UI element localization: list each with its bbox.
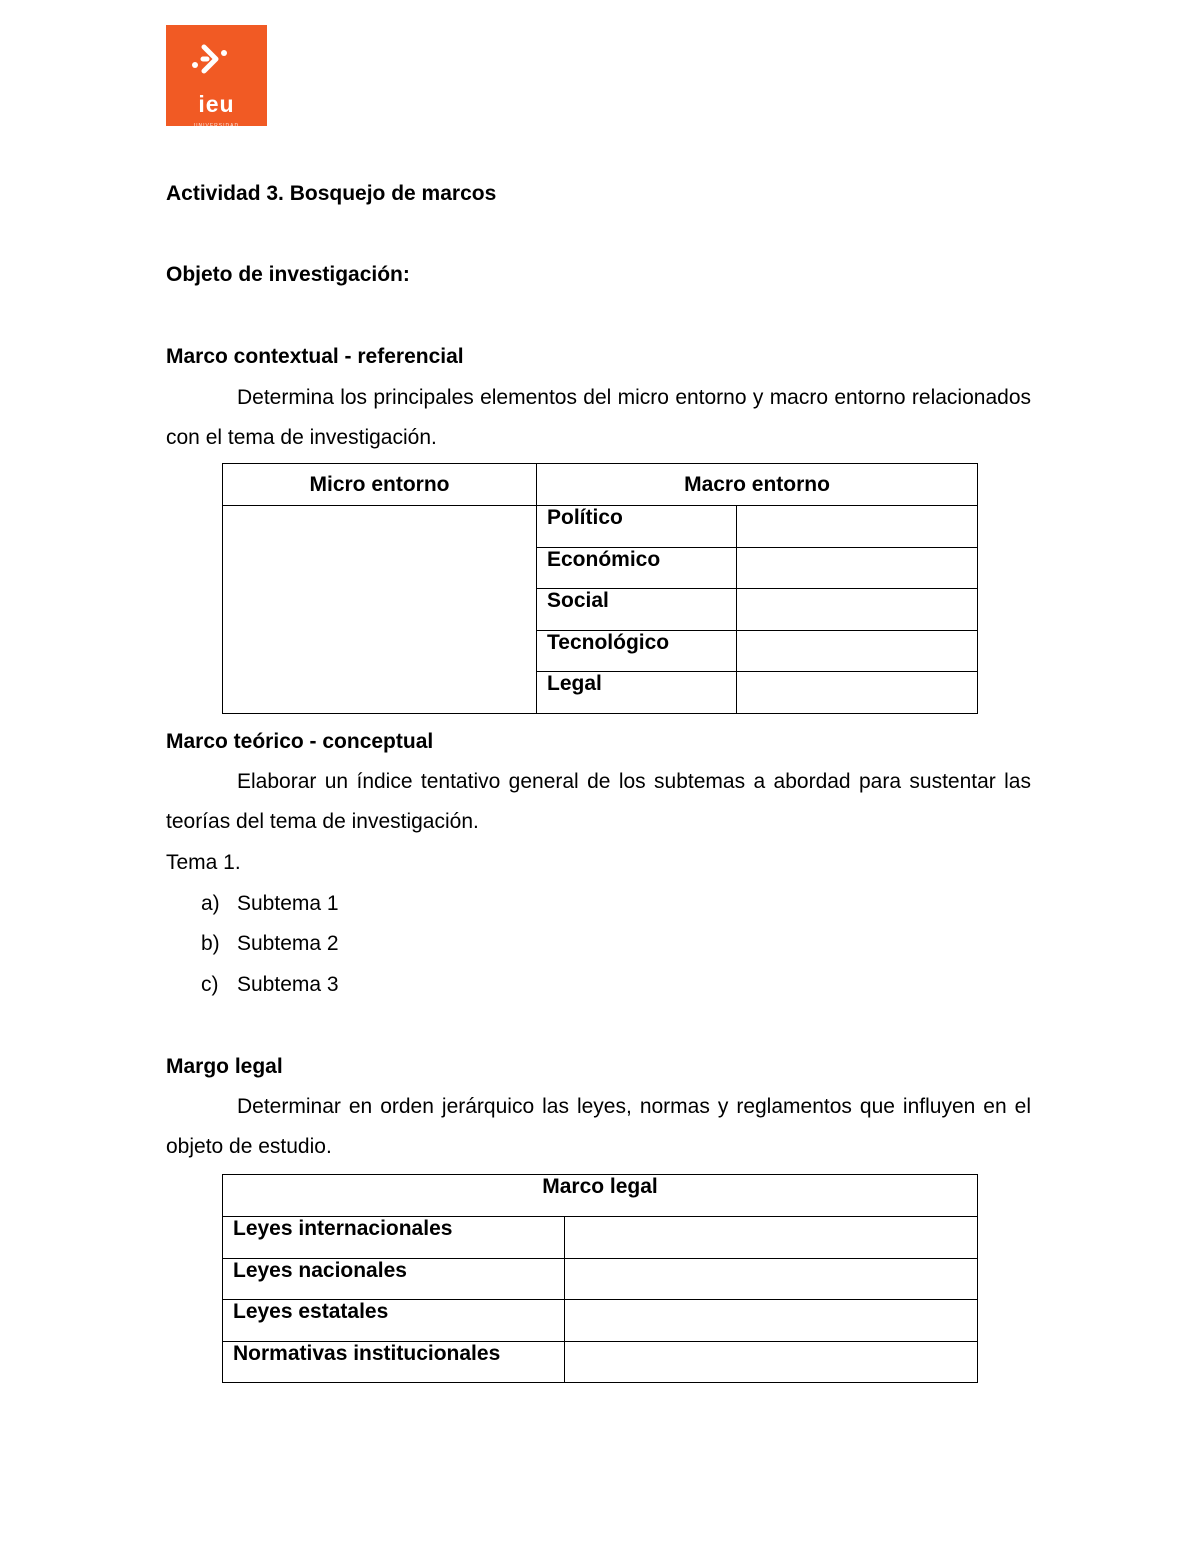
legal-paragraph: Determinar en orden jerárquico las leyes, normas y reglamentos que influyen en el objeto de estudio. <box>166 1095 1031 1158</box>
legal-row-value <box>565 1300 978 1342</box>
macro-row-label: Social <box>537 589 737 631</box>
legal-table-header: Marco legal <box>223 1175 978 1217</box>
list-label: Subtema 2 <box>237 932 339 955</box>
page-title: Actividad 3. Bosquejo de marcos <box>166 182 497 205</box>
section-heading-contextual: Marco contextual - referencial <box>166 345 464 368</box>
macro-row-label: Legal <box>537 672 737 714</box>
list-item <box>201 892 339 916</box>
objeto-label: Objeto de investigación: <box>166 263 410 286</box>
list-label: Subtema 3 <box>237 973 339 996</box>
list-item <box>201 932 339 956</box>
list-marker: a) <box>201 892 220 915</box>
macro-row-value <box>737 506 978 548</box>
section-heading-legal: Margo legal <box>166 1055 283 1078</box>
macro-row-value <box>737 589 978 631</box>
list-item <box>201 973 339 997</box>
legal-row-value <box>565 1341 978 1383</box>
micro-cell <box>223 506 537 714</box>
legal-row-label: Leyes estatales <box>223 1300 565 1342</box>
logo-text: ieu <box>198 91 235 117</box>
legal-row-label: Normativas institucionales <box>223 1341 565 1383</box>
macro-header: Macro entorno <box>537 464 978 506</box>
micro-header: Micro entorno <box>223 464 537 506</box>
macro-row-value <box>737 547 978 589</box>
logo-subtext: UNIVERSIDAD <box>193 123 240 129</box>
contextual-table <box>222 463 978 714</box>
macro-row-label: Tecnológico <box>537 630 737 672</box>
legal-row-value <box>565 1217 978 1259</box>
macro-row-value <box>737 672 978 714</box>
list-marker: c) <box>201 973 219 996</box>
legal-row-value <box>565 1258 978 1300</box>
legal-table <box>222 1174 978 1383</box>
tema-label: Tema 1. <box>166 851 241 874</box>
teorico-paragraph: Elaborar un índice tentativo general de los subtemas a abordad para sustentar las teorías del tema de investigación. <box>166 770 1031 833</box>
macro-row-label: Económico <box>537 547 737 589</box>
legal-row-label: Leyes internacionales <box>223 1217 565 1259</box>
list-marker: b) <box>201 932 220 955</box>
section-heading-teorico: Marco teórico - conceptual <box>166 730 434 753</box>
ieu-logo <box>166 25 267 129</box>
legal-row-label: Leyes nacionales <box>223 1258 565 1300</box>
macro-row-value <box>737 630 978 672</box>
list-label: Subtema 1 <box>237 892 339 915</box>
macro-row-label: Político <box>537 506 737 548</box>
contextual-paragraph: Determina los principales elementos del micro entorno y macro entorno relacionados con el tema de investigación. <box>166 386 1031 449</box>
